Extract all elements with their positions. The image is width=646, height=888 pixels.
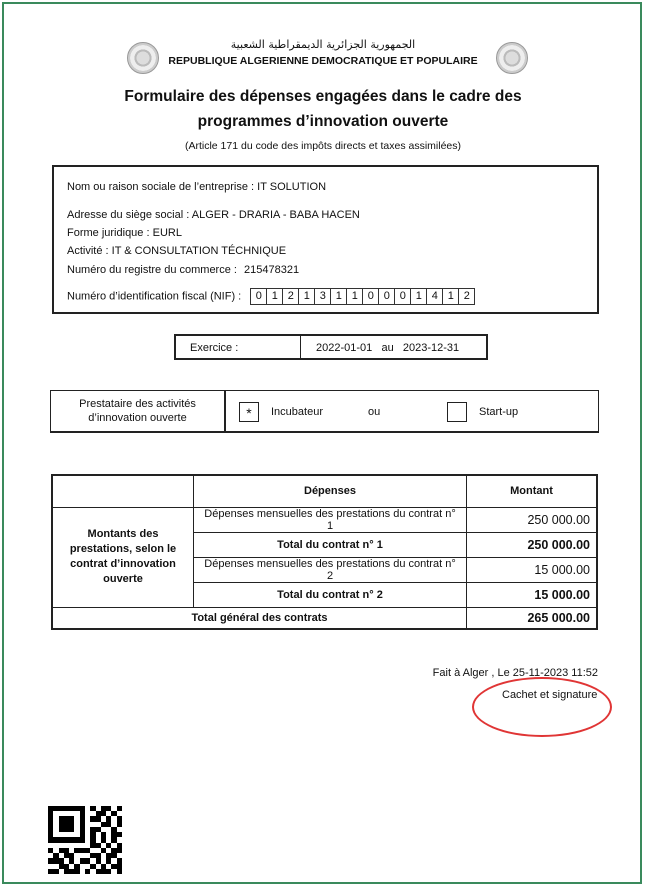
row-amount: 250 000.00 [467, 532, 598, 557]
company-form-label: Forme juridique : [67, 227, 150, 239]
nif-digit: 1 [331, 288, 347, 305]
title-line-1: Formulaire des dépenses engagées dans le cadre des [124, 88, 522, 105]
table-corner-cell [52, 475, 194, 507]
company-address-row [67, 209, 360, 221]
row-amount: 15 000.00 [467, 557, 598, 582]
total-label: Total général des contrats [52, 607, 467, 629]
company-rc-row [67, 264, 299, 276]
column-header-depenses: Dépenses [194, 475, 467, 507]
nif-digit: 2 [283, 288, 299, 305]
company-form-value: EURL [152, 227, 182, 239]
expenses-table [51, 474, 598, 630]
exercice-dates [316, 342, 459, 354]
place-date: Fait à Alger , Le 25-11-2023 11:52 [432, 667, 598, 679]
startup-label: Start-up [479, 406, 519, 418]
exercice-end: 2023-12-31 [402, 342, 460, 354]
nif-digit: 0 [250, 288, 267, 305]
company-name-row [67, 181, 326, 193]
prestataire-label [51, 391, 226, 432]
nif-digit: 1 [411, 288, 427, 305]
row-label: Dépenses mensuelles des prestations du contrat n° 2 [194, 557, 467, 582]
nif-digit-boxes [250, 288, 475, 305]
nif-digit: 1 [443, 288, 459, 305]
nif-digit: 0 [363, 288, 379, 305]
company-info-box [52, 165, 599, 314]
republic-header: REPUBLIQUE ALGERIENNE DEMOCRATIQUE ET POPULAIRE [168, 55, 478, 67]
stamp-signature-label: Cachet et signature [502, 689, 598, 701]
arabic-header: الجمهورية الجزائرية الديمقراطية الشعبية [230, 38, 416, 51]
company-name-label: Nom ou raison sociale de l’entreprise : [67, 181, 255, 193]
nif-digit: 0 [379, 288, 395, 305]
row-label: Total du contrat n° 1 [194, 532, 467, 557]
title-line-2: programmes d’innovation ouverte [197, 113, 449, 130]
company-rc-label: Numéro du registre du commerce : [67, 264, 237, 276]
company-activity-value: IT & CONSULTATION TÉCHNIQUE [111, 245, 287, 257]
page-frame [2, 2, 642, 884]
prestataire-label-line-2: d’innovation ouverte [88, 412, 187, 424]
column-header-montant: Montant [467, 475, 598, 507]
exercice-divider [300, 336, 301, 358]
nif-digit: 0 [395, 288, 411, 305]
nif-digit: 3 [315, 288, 331, 305]
nif-digit: 1 [299, 288, 315, 305]
nif-digit: 2 [459, 288, 475, 305]
incubateur-checkbox[interactable]: * [239, 402, 259, 422]
row-amount: 250 000.00 [467, 507, 598, 532]
row-header-montants: Montants des prestations, selon le contrat d’innovation ouverte [52, 507, 194, 607]
exercice-between: au [381, 342, 394, 354]
company-nif-row [67, 288, 475, 305]
table-header-row [52, 475, 597, 507]
exercice-label: Exercice : [190, 342, 239, 354]
row-label: Dépenses mensuelles des prestations du contrat n° 1 [194, 507, 467, 532]
incubateur-label: Incubateur [271, 406, 323, 418]
company-nif-label: Numéro d’identification fiscal (NIF) : [67, 290, 242, 303]
total-amount: 265 000.00 [467, 607, 598, 629]
company-form-row [67, 227, 182, 239]
exercice-box [174, 334, 488, 360]
prestataire-box [50, 390, 599, 433]
or-label: ou [368, 406, 381, 418]
row-amount: 15 000.00 [467, 582, 598, 607]
signature-circle [472, 677, 612, 737]
row-label: Total du contrat n° 2 [194, 582, 467, 607]
company-name-value: IT SOLUTION [257, 181, 327, 193]
page-subtitle: (Article 171 du code des impôts directs et taxes assimilées) [184, 140, 462, 152]
exercice-start: 2022-01-01 [316, 342, 373, 354]
qr-code-icon [48, 806, 122, 874]
page-title [0, 84, 646, 134]
nif-digit: 1 [347, 288, 363, 305]
nif-digit: 1 [267, 288, 283, 305]
startup-checkbox[interactable] [447, 402, 467, 422]
company-rc-value: 215478321 [244, 264, 300, 276]
company-address-value: ALGER - DRARIA - BABA HACEN [191, 209, 360, 221]
prestataire-label-line-1: Prestataire des activités [79, 398, 196, 410]
table-row [52, 507, 597, 532]
company-activity-label: Activité : [67, 245, 109, 257]
company-activity-row [67, 245, 286, 257]
company-address-label: Adresse du siège social : [67, 209, 190, 221]
nif-digit: 4 [427, 288, 443, 305]
table-total-row [52, 607, 597, 629]
